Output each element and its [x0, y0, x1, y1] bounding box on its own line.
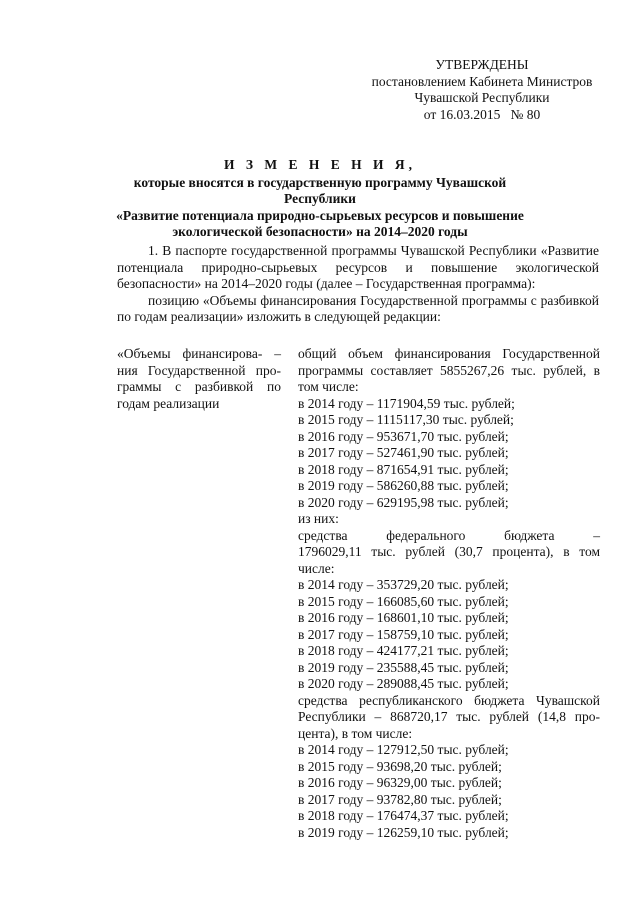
funding-line: средства федерального бюджета –: [298, 527, 600, 543]
total-year-row: в 2018 году – 871654,91 тыс. рублей;: [298, 461, 509, 477]
position-label: [117, 346, 281, 412]
document-heading: [100, 157, 540, 241]
republic-year-row: в 2015 году – 93698,20 тыс. рублей;: [298, 758, 502, 774]
republic-year-row: в 2014 году – 127912,50 тыс. рублей;: [298, 742, 509, 757]
total-year-row: в 2019 году – 586260,88 тыс. рублей;: [298, 478, 509, 493]
republic-year-row: в 2017 году – 93782,80 тыс. рублей;: [298, 791, 502, 807]
heading-line: экологической безопасности» на 2014–2020 годы: [172, 224, 468, 239]
federal-year-row: в 2015 году – 166085,60 тыс. рублей;: [298, 593, 509, 609]
total-year-row: в 2015 году – 1115117,30 тыс. рублей;: [298, 412, 514, 427]
federal-year-row: в 2014 году – 353729,20 тыс. рублей;: [298, 577, 509, 592]
approval-date-number: от 16.03.2015 № 80: [423, 106, 541, 122]
approval-line: Чувашской Республики: [414, 90, 550, 105]
total-year-row: в 2017 году – 527461,90 тыс. рублей;: [298, 445, 509, 460]
approval-line: постановлением Кабинета Министров: [371, 73, 593, 89]
total-year-row: в 2020 году – 629195,98 тыс. рублей;: [298, 494, 509, 510]
heading-line: «Развитие потенциала природно-сырьевых ресурсов и повышение: [116, 207, 524, 223]
funding-line: средства республиканского бюджета Чувашской: [298, 692, 600, 708]
position-label-line: ния Государственной про-: [117, 362, 281, 378]
total-year-row: в 2016 году – 953671,70 тыс. рублей;: [298, 428, 509, 444]
total-funding-intro: [298, 346, 600, 396]
funding-line: цента), в том числе:: [298, 725, 413, 741]
federal-year-row: в 2019 году – 235588,45 тыс. рублей;: [298, 659, 509, 675]
funding-line: 1796029,11 тыс. рублей (30,7 процента), в том: [298, 544, 600, 559]
funding-line: числе:: [298, 560, 335, 576]
federal-year-row: в 2017 году – 158759,10 тыс. рублей;: [298, 626, 509, 642]
republic-year-row: в 2016 году – 96329,00 тыс. рублей;: [298, 775, 502, 790]
funding-details: [298, 346, 600, 841]
funding-line: программы составляет 5855267,26 тыс. рублей, в: [298, 362, 600, 378]
funding-line: Республики – 868720,17 тыс. рублей (14,8 про-: [298, 709, 600, 724]
heading-line: которые вносятся в государственную программу Чувашской Республики: [133, 174, 507, 206]
federal-funding-intro: [298, 528, 600, 578]
approval-stamp: [362, 57, 602, 123]
intro-paragraph: 1. В паспорте государственной программы Чувашской Республики «Развитие потенциала природно-сырьевых ресурсов и повышение экологической безопасности» на 2014–2020 годы (далее – Государственная программа):: [117, 243, 599, 291]
funding-line: общий объем финансирования Государственной: [298, 346, 600, 361]
heading-title: И З М Е Н Е Н И Я,: [223, 157, 416, 172]
intro-text: [117, 243, 599, 326]
intro-paragraph: позицию «Объемы финансирования Государственной программы с разбивкой по годам реализации» изложить в следующей редакции:: [117, 292, 599, 324]
position-label-line: годам реализации: [117, 395, 220, 411]
position-label-line: «Объемы финансирова- –: [117, 346, 281, 361]
funding-line: том числе:: [298, 379, 359, 394]
federal-year-row: в 2020 году – 289088,45 тыс. рублей;: [298, 676, 509, 691]
of-them-label: из них:: [298, 511, 339, 526]
total-year-row: в 2014 году – 1171904,59 тыс. рублей;: [298, 395, 515, 411]
federal-year-row: в 2016 году – 168601,10 тыс. рублей;: [298, 610, 509, 625]
republic-funding-intro: [298, 693, 600, 743]
federal-year-row: в 2018 году – 424177,21 тыс. рублей;: [298, 643, 509, 658]
republic-year-row: в 2019 году – 126259,10 тыс. рублей;: [298, 824, 509, 840]
position-label-line: граммы с разбивкой по: [117, 379, 281, 394]
approval-title: УТВЕРЖДЕНЫ: [435, 57, 529, 72]
republic-year-row: в 2018 году – 176474,37 тыс. рублей;: [298, 808, 509, 823]
